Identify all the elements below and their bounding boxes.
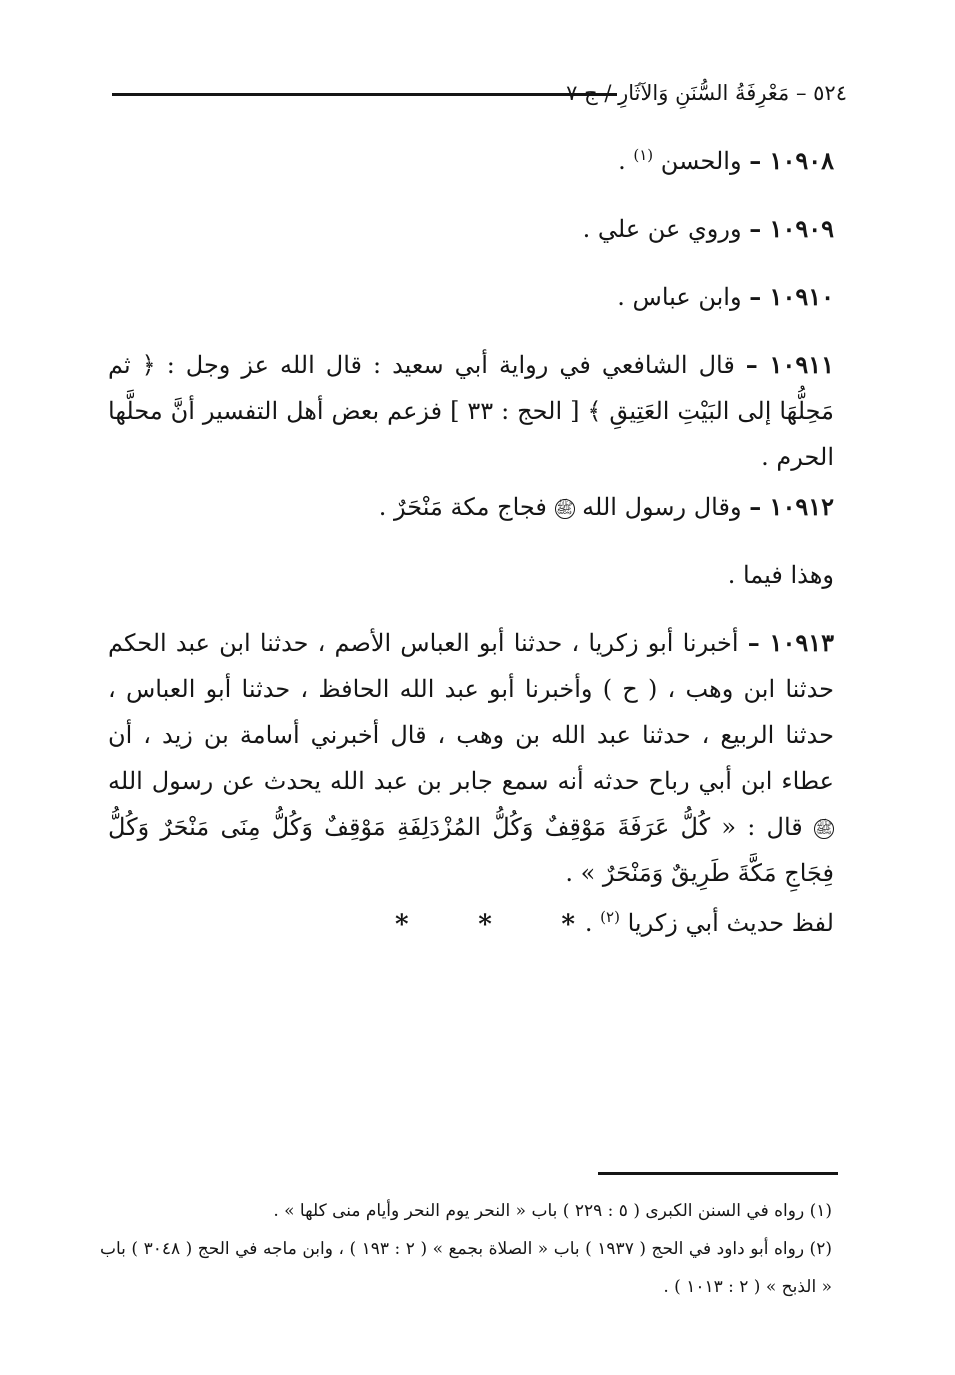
header-rule — [112, 93, 617, 96]
paragraph-number: ١٠٩٠٩ – — [749, 214, 834, 243]
paragraph-number: ١٠٩١٣ – — [747, 628, 834, 657]
running-head: ٥٢٤ – مَعْرِفَةُ السُّنَنِ وَالآثَارِ / ج ٧ — [566, 81, 847, 105]
paragraph-number: ١٠٩١٠ – — [749, 282, 834, 311]
paragraph-10911 — [108, 342, 834, 480]
footnote-2: (٢) رواه أبو داود في الحج ( ١٩٣٧ ) باب « الصلاة بجمع » ( ٢ : ١٩٣ ) ، وابن ماجه في الحج ( ٣٠٤٨ ) باب « الذبح » ( ٢ : ١٠١٣ ) . — [100, 1239, 832, 1297]
paragraph-text: وروي عن علي . — [582, 215, 742, 243]
asterisk-icon: * — [561, 910, 575, 940]
paragraph-10912 — [108, 484, 834, 530]
paragraph-number: ١٠٩١٢ – — [749, 492, 834, 521]
main-text — [108, 138, 834, 960]
asterisk-icon: * — [478, 910, 492, 940]
honorific-icon: ﷺ — [556, 500, 573, 517]
paragraph-text: لفظ حديث أبي زكريا — [627, 909, 834, 937]
paragraph-text-continued: فجاج مكة مَنْحَرٌ . — [378, 493, 547, 521]
footnote-marker: (٢) — [600, 908, 620, 926]
paragraph-text: وقال رسول الله — [582, 493, 742, 521]
paragraph-end: . — [618, 147, 626, 175]
paragraph-10910 — [108, 274, 834, 320]
page-header — [112, 78, 847, 112]
footnotes — [100, 1192, 832, 1306]
asterisk-icon: * — [395, 910, 409, 940]
paragraph-note — [108, 552, 834, 598]
footnote-rule — [598, 1172, 838, 1175]
honorific-icon: ﷺ — [815, 820, 833, 837]
paragraph-text: أخبرنا أبو زكريا ، حدثنا أبو العباس الأصم ، حدثنا ابن عبد الحكم حدثنا ابن وهب ، ( ح ) وأخبرنا أبو عبد الله الحافظ ، حدثنا أبو العباس ، حدثنا الربيع ، حدثنا عبد الله بن وهب ، قال أخبرني أسامة بن زيد ، أن عطاء ابن أبي رباح حدثه أنه سمع جابر بن عبد الله يحدث عن رسول الله — [108, 629, 834, 795]
paragraph-10913 — [108, 620, 834, 896]
paragraph-number: ١٠٩٠٨ – — [749, 146, 834, 175]
paragraph-text-continued: قال : « كُلُّ عَرَفَةَ مَوْقِفٌ وَكُلُّ المُزْدَلِفَةِ مَوْقِفٌ وَكُلُّ مِنَى مَنْحَرٌ وَكُلُّ فِجَاجِ مَكَّةَ طَرِيقٌ وَمَنْحَرٌ » . — [108, 813, 834, 887]
paragraph-text: وهذا فيما . — [727, 561, 834, 589]
footnote-1: (١) رواه في السنن الكبرى ( ٥ : ٢٢٩ ) باب « النحر يوم النحر وأيام منى كلها » . — [273, 1201, 832, 1221]
paragraph-10908 — [108, 138, 834, 184]
paragraph-end: . — [584, 909, 593, 937]
paragraph-number: ١٠٩١١ – — [745, 350, 834, 379]
footnote-marker: (١) — [633, 146, 654, 164]
paragraph-text: قال الشافعي في رواية أبي سعيد : قال الله عز وجل : ﴿ ثم مَحِلُّهَا إلى البَيْتِ العَتِيقِ ﴾ [ الحج : ٣٣ ] فزعم بعض أهل التفسير أنَّ محلَّها الحرم . — [108, 351, 835, 471]
paragraph-text: والحسن — [660, 147, 742, 175]
paragraph-10909 — [108, 206, 834, 252]
paragraph-text: وابن عباس . — [617, 283, 742, 311]
section-separator — [395, 910, 575, 940]
